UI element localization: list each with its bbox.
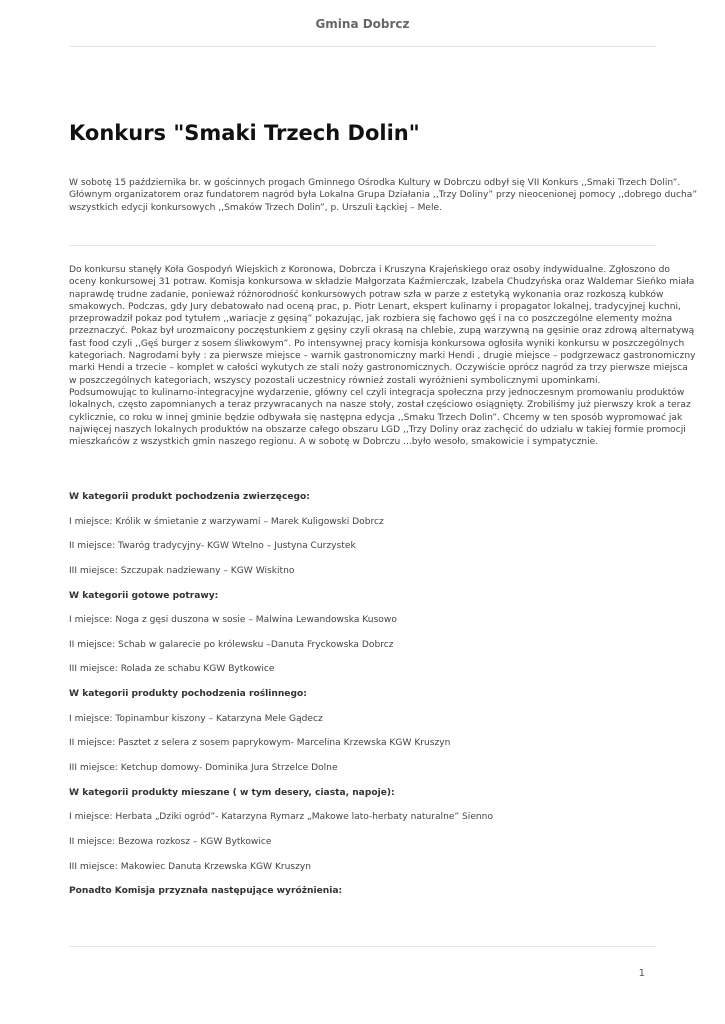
intro-line: W sobotę 15 października br. w gościnnych progach Gminnego Ośrodka Kultury w Dobrczu odbył się VII Konkurs ,,Smaki Trzech Dolin”. <box>69 178 681 188</box>
body-line: fast food czyli ,,Gęś burger z sosem śliwkowym”. Po intensywnej pracy komisja konkursowa ogłosiła wyniki konkursu w poszczególnych <box>69 338 685 349</box>
body-line: cyklicznie, co roku w innej gminie będzie odbywała się następna edycja ,,Smaku Trzech Dolin”. Chcemy w ten sposób wypromować jak <box>69 412 683 423</box>
category-heading: W kategorii produkt pochodzenia zwierzęcego: <box>69 492 310 502</box>
footer-divider <box>69 946 656 947</box>
category-heading: W kategorii produkty pochodzenia roślinnego: <box>69 689 307 700</box>
page-number: 1 <box>638 968 645 979</box>
body-line: smakowych. Podczas, gdy Jury debatowało nad oceną prac, p. Piotr Lenart, ekspert kulinarny i propagator lokalnej, tradycyjnej kuchni, <box>69 301 681 312</box>
article-intro <box>69 177 698 214</box>
body-line: Podsumowując to kulinarno-integracyjne wydarzenie, główny cel czyli integracja społeczna przy jednoczesnym promowaniu produktów <box>69 387 685 398</box>
result-item: III miejsce: Rolada ze schabu KGW Bytkowice <box>69 664 275 675</box>
body-line: mieszkańców z wszystkich gmin naszego regionu. A w sobotę w Dobrczu ...było wesoło, smakowicie i sympatycznie. <box>69 437 599 448</box>
section-divider <box>69 245 656 246</box>
result-item: II miejsce: Bezowa rozkosz – KGW Bytkowice <box>69 836 272 847</box>
body-line: najwięcej naszych lokalnych produktów na obszarze całego obszaru LGD ,,Trzy Doliny oraz zachęcić do udziału w takiej formie promocji <box>69 424 686 435</box>
category-heading: Ponadto Komisja przyznała następujące wyróżnienia: <box>69 886 343 897</box>
result-item: I miejsce: Królik w śmietanie z warzywami – Marek Kuligowski Dobrcz <box>69 516 384 527</box>
result-item: II miejsce: Pasztet z selera z sosem paprykowym- Marcelina Krzewska KGW Kruszyn <box>69 738 451 749</box>
body-line: w poszczególnych kategoriach, wszyscy pozostali uczestnicy również zostali wyróżnieni symbolicznymi upominkami. <box>69 375 601 386</box>
header-divider <box>69 46 656 47</box>
site-header: Gmina Dobrcz <box>315 17 410 31</box>
body-line: kategoriach. Nagrodami były : za pierwsze miejsce – warnik gastronomiczny marki Hendi , drugie miejsce – podgrzewacz gastronomiczny <box>69 351 696 362</box>
intro-line: Głównym organizatorem oraz fundatorem nagród była Lokalna Grupa Działania ,,Trzy Doliny” przy nieocenionej pomocy ,,dobrego ducha” <box>69 190 698 201</box>
result-item: II miejsce: Twaróg tradycyjny- KGW Wtelno – Justyna Curzystek <box>69 541 356 552</box>
category-heading: W kategorii produkty mieszane ( w tym desery, ciasta, napoje): <box>69 787 395 798</box>
result-item: III miejsce: Ketchup domowy- Dominika Jura Strzelce Dolne <box>69 763 338 774</box>
body-line: naprawdę trudne zadanie, ponieważ różnorodność konkursowych potraw szła w parze z estetyką wykonania oraz rozkoszą kubków <box>69 289 664 300</box>
body-line: lokalnych, często zapomnianych a teraz przywracanych na nasze stoły, został częściowo osiągnięty. Zrobiliśmy już pierwszy krok a teraz <box>69 400 691 411</box>
results-list <box>69 491 659 910</box>
result-item: I miejsce: Noga z gęsi duszona w sosie – Malwina Lewandowska Kusowo <box>69 615 397 626</box>
body-line: przeprowadził pokaz pod tytułem ,,wariacje z gęsiną” pokazując, jak rozbiera się fachowo gęś i na co poszczególne elementy można <box>69 314 673 325</box>
result-item: III miejsce: Makowiec Danuta Krzewska KGW Kruszyn <box>69 861 312 872</box>
result-item: I miejsce: Topinambur kiszony – Katarzyna Mele Gądecz <box>69 713 323 724</box>
result-item: I miejsce: Herbata „Dziki ogród”- Katarzyna Rymarz „Makowe lato-herbaty naturalne” Sienno <box>69 812 494 823</box>
body-line: oceny konkursowej 31 potraw. Komisja konkursowa w składzie Małgorzata Kaźmierczak, Izabela Chudzyńska oraz Waldemar Sieńko miała <box>69 277 695 288</box>
article-body <box>69 264 696 448</box>
intro-line: wszystkich edycji konkursowych ,,Smaków Trzech Dolin”, p. Urszuli Łąckiej – Mele. <box>69 202 443 213</box>
body-line: marki Hendi a trzecie – komplet w całości wykutych ze stali noży gastronomicznych. Oczywiście oprócz nagród za trzy pierwsze miejsca <box>69 363 688 374</box>
article-title: Konkurs "Smaki Trzech Dolin" <box>69 121 420 145</box>
body-line: przeznaczyć. Pokaz był urozmaicony poczęstunkiem z gęsiny czyli okrasą na chlebie, zupą warzywną na gęsinie oraz zdrową alternatywą <box>69 326 695 337</box>
category-heading: W kategorii gotowe potrawy: <box>69 590 219 601</box>
body-line: Do konkursu stanęły Koła Gospodyń Wiejskich z Koronowa, Dobrcza i Kruszyna Krajeńskiego oraz osoby indywidualne. Zgłoszono do <box>69 265 670 275</box>
result-item: II miejsce: Schab w galarecie po królewsku –Danuta Fryckowska Dobrcz <box>69 639 394 650</box>
result-item: III miejsce: Szczupak nadziewany – KGW Wiskitno <box>69 565 295 576</box>
